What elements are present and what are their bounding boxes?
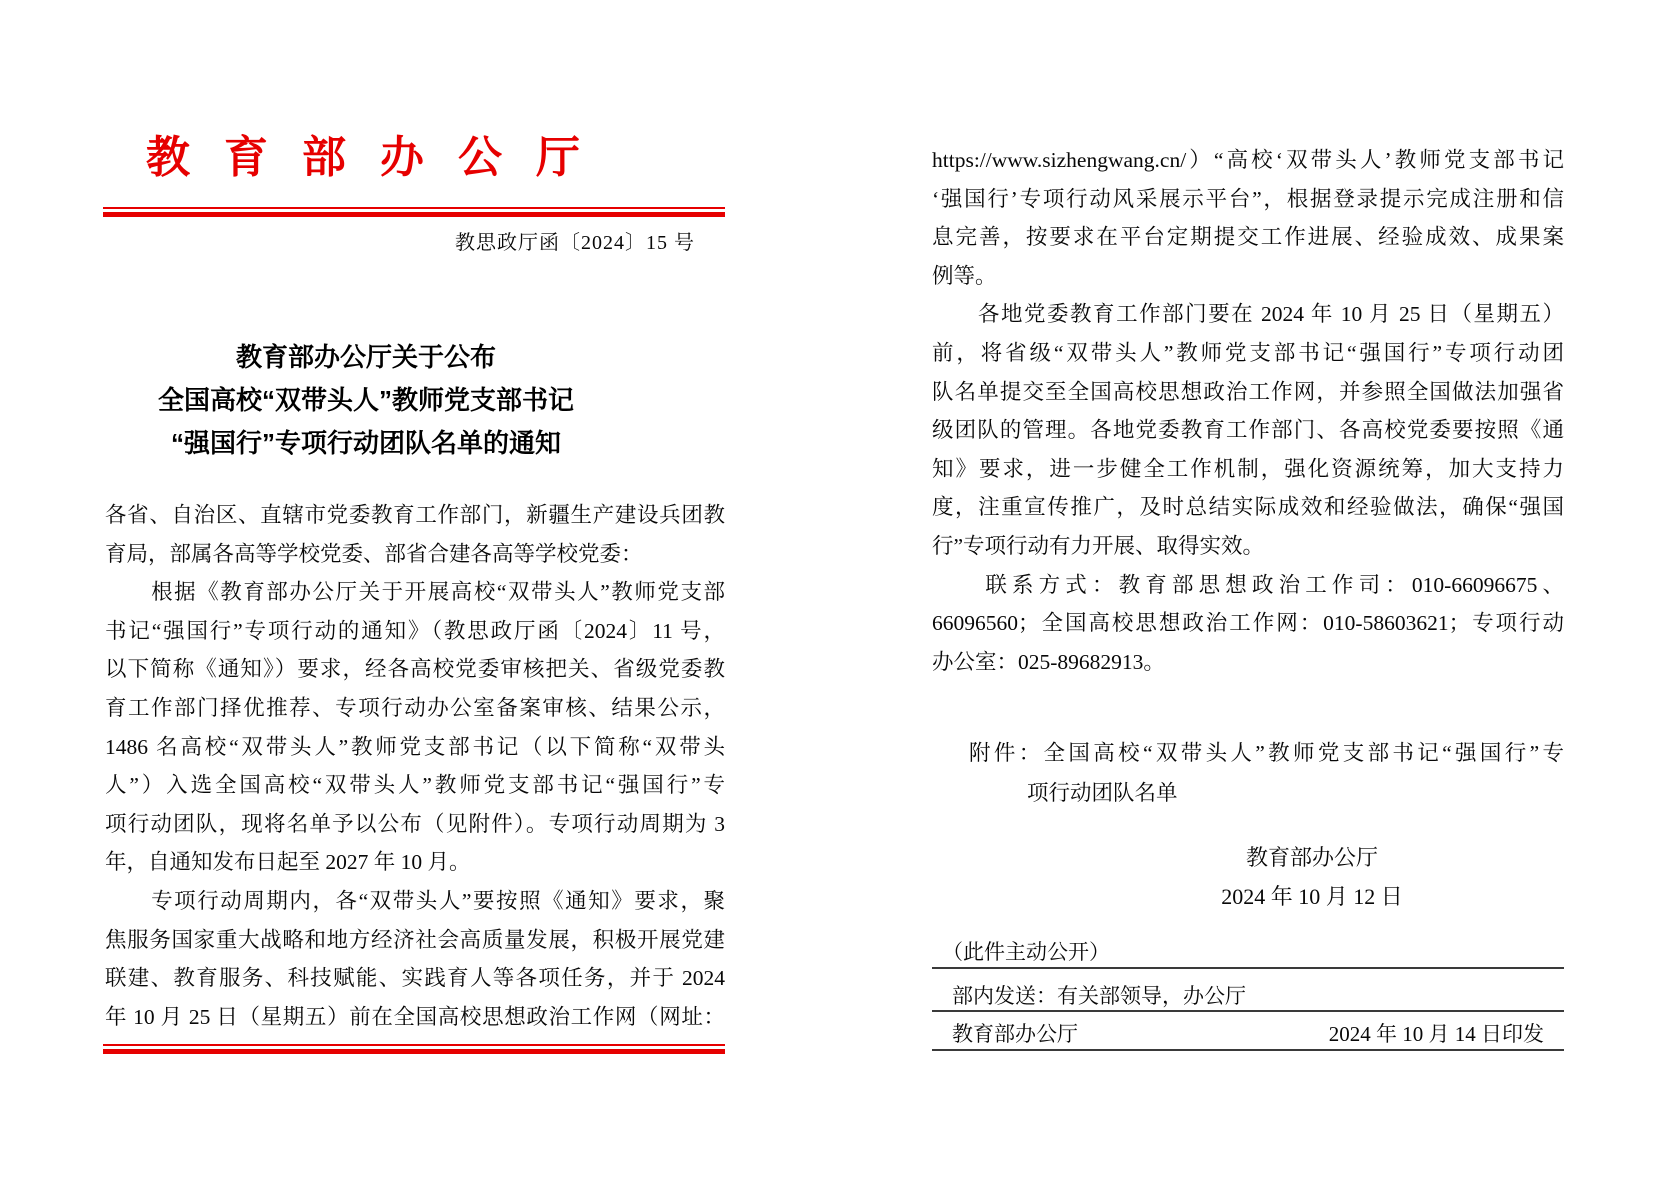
body-text-line: 度，注重宣传推广，及时总结实际成效和经验做法，确保“强国: [932, 495, 1564, 520]
body-text-page-1: [105, 496, 725, 1036]
body-text-line: 以下简称《通知》）要求，经各高校党委审核把关、省级党委教: [105, 657, 725, 682]
body-text-line: 各地党委教育工作部门要在 2024 年 10 月 25 日（星期五）: [932, 302, 1564, 327]
footer-rule-middle: [932, 1010, 1564, 1012]
body-text-line: 项行动团队，现将名单予以公布（见附件）。专项行动周期为 3: [105, 811, 725, 836]
document-title-line: 全国高校“双带头人”教师党支部书记: [157, 385, 574, 415]
body-text-line: 办公室：025-89682913。: [932, 649, 1165, 674]
signature-block: [1157, 838, 1467, 916]
page-1: [0, 0, 837, 1184]
attachment-note: [932, 733, 1564, 813]
document-title: [0, 336, 732, 465]
body-text-line: 育工作部门择优推荐、专项行动办公室备案审核、结果公示，: [105, 695, 725, 720]
print-info-row: [932, 1021, 1564, 1047]
body-text-line: 前，将省级“双带头人”教师党支部书记“强国行”专项行动团: [932, 340, 1564, 365]
distribution-note: 部内发送：有关部领导，办公厅: [952, 984, 1246, 1008]
body-text-line: 联系方式：教育部思想政治工作司：010-66096675、: [932, 572, 1564, 597]
body-text-line: 焦服务国家重大战略和地方经济社会高质量发展，积极开展党建: [105, 927, 725, 952]
document-title-line: 教育部办公厅关于公布: [235, 342, 496, 372]
body-text-line: 队名单提交至全国高校思想政治工作网，并参照全国做法加强省: [932, 379, 1564, 404]
signature-agency: 教育部办公厅: [1245, 845, 1378, 870]
body-text-line: 根据《教育部办公厅关于开展高校“双带头人”教师党支部: [105, 580, 725, 605]
body-text-line: 书记“强国行”专项行动的通知》（教思政厅函〔2024〕11 号，: [105, 618, 725, 643]
body-text-line: 66096560；全国高校思想政治工作网：010-58603621；专项行动: [932, 611, 1564, 636]
body-text-line: 知》要求，进一步健全工作机制，强化资源统筹，加大支持力: [932, 456, 1564, 481]
signature-date: 2024 年 10 月 12 日: [1221, 884, 1403, 909]
body-text-line: 年 10 月 25 日（星期五）前在全国高校思想政治工作网（网址：: [105, 1004, 725, 1029]
letterhead-separator-thin: [103, 207, 725, 209]
footer-rule-top: [932, 967, 1564, 969]
body-text-line: 例等。: [932, 263, 997, 288]
disclosure-note: （此件主动公开）: [942, 940, 1110, 964]
body-text-line: 专项行动周期内，各“双带头人”要按照《通知》要求，聚: [105, 888, 725, 913]
letterhead-separator-thick: [103, 212, 725, 217]
body-text-line: 年，自通知发布日起至 2027 年 10 月。: [105, 850, 471, 875]
body-text-line: 各省、自治区、直辖市党委教育工作部门，新疆生产建设兵团教: [105, 503, 725, 527]
print-issuer: 教育部办公厅: [952, 1022, 1078, 1046]
attachment-line: 附件：全国高校“双带头人”教师党支部书记“强国行”专: [969, 741, 1564, 765]
print-date: 2024 年 10 月 14 日印发: [1328, 1022, 1544, 1046]
document-title-line: “强国行”专项行动团队名单的通知: [170, 428, 561, 458]
body-text-line: 1486 名高校“双带头人”教师党支部书记（以下简称“双带头: [105, 734, 725, 759]
footer-rule-bottom: [932, 1049, 1564, 1051]
body-text-line: 息完善，按要求在平台定期提交工作进展、经验成效、成果案: [932, 225, 1564, 250]
body-text-line: 育局，部属各高等学校党委、部省合建各高等学校党委：: [105, 541, 643, 566]
body-text-line: 人”）入选全国高校“双带头人”教师党支部书记“强国行”专: [105, 773, 725, 798]
page-footer-separator-thick: [103, 1049, 725, 1054]
body-text-line: ‘强国行’专项行动风采展示平台”，根据登录提示完成注册和信: [932, 186, 1564, 211]
agency-letterhead: 教育部办公厅: [146, 133, 614, 182]
document-number: 教思政厅函〔2024〕15 号: [455, 232, 695, 254]
body-text-line: 联建、教育服务、科技赋能、实践育人等各项任务，并于 2024: [105, 966, 725, 991]
attachment-line: 项行动团队名单: [1027, 781, 1178, 805]
page-2: [837, 0, 1675, 1184]
body-text-line: 级团队的管理。各地党委教育工作部门、各高校党委要按照《通: [932, 418, 1564, 443]
page-footer-separator-thin: [103, 1044, 725, 1046]
body-text-page-2: [932, 141, 1564, 681]
body-text-line: https://www.sizhengwang.cn/）“高校‘双带头人’教师党支部书记: [932, 148, 1564, 172]
body-text-line: 行”专项行动有力开展、取得实效。: [932, 533, 1265, 558]
